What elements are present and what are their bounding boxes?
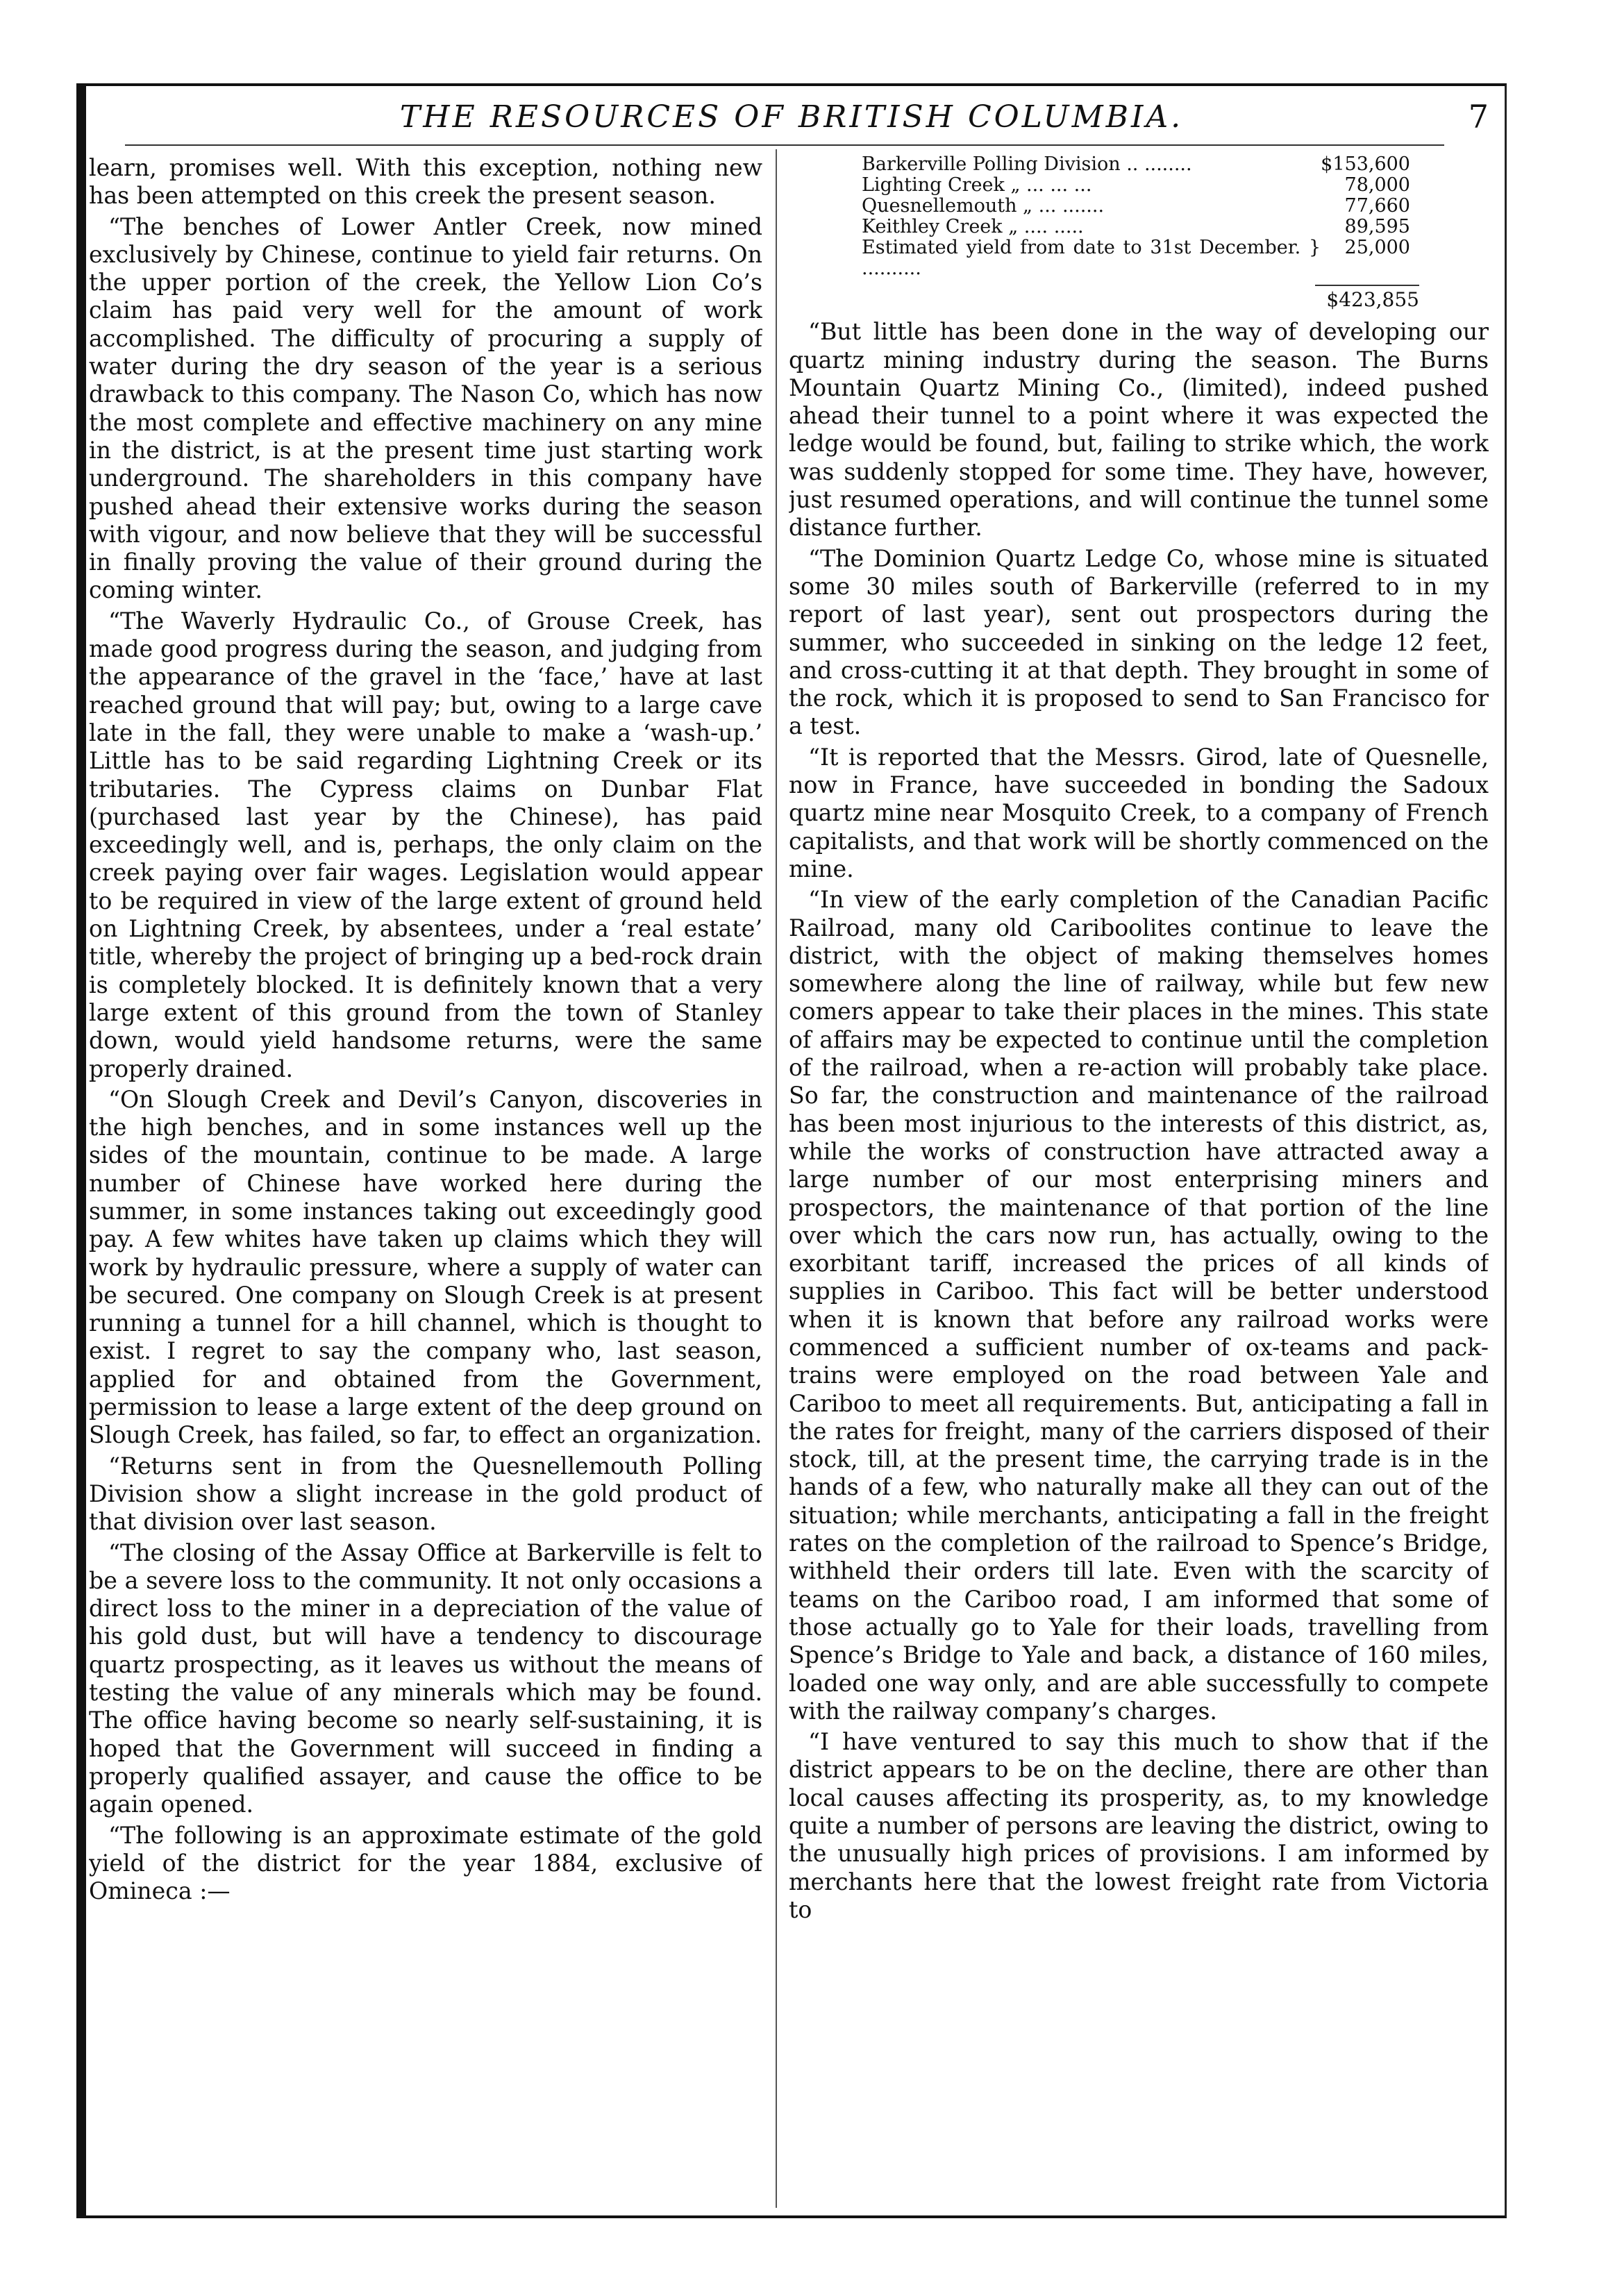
yield-amount: 25,000: [1344, 237, 1410, 258]
yield-label: Barkerville Polling Division .. ........: [862, 154, 1192, 175]
right-column: [789, 154, 1489, 2202]
header-rule: [125, 144, 1444, 146]
right-paragraph-3: “It is reported that the Messrs. Girod, late of Quesnelle, now in France, have succeeded in bonding the Sadoux quartz mine near Mosquito Creek, to a company of French capitalists, and that work will be shortly commenced on the mine.: [789, 743, 1489, 882]
left-column: [89, 154, 762, 2202]
yield-amount: 89,595: [1344, 216, 1410, 237]
running-title: THE RESOURCES OF BRITISH COLUMBIA.: [399, 99, 1184, 135]
table-row: [862, 237, 1410, 279]
left-paragraph-2: “The benches of Lower Antler Creek, now mined exclusively by Chinese, continue to yield fair returns. On the upper portion of the creek, the Yellow Lion Co’s claim has paid very well for the amount of work accomplished. The difficulty of procuring a supply of water during the dry season of the year is a serious drawback to this company. The Nason Co, which has now the most complete and effective machinery on any mine in the district, is at the present time just starting work underground. The shareholders in this company have pushed ahead their extensive works during the season with vigour, and now believe that they will be successful in finally proving the value of their ground during the coming winter.: [89, 212, 762, 604]
left-paragraph-5: “Returns sent in from the Quesnellemouth Polling Division show a slight increase in the gold product of that division over last season.: [89, 1452, 762, 1536]
yield-amount: 78,000: [1344, 174, 1410, 196]
table-row: [862, 175, 1410, 196]
table-row: [862, 217, 1410, 237]
left-paragraph-3: “The Waverly Hydraulic Co., of Grouse Creek, has made good progress during the season, and judging from the appearance of the gravel in the ‘face,’ have at last reached ground that will pay; but, owing to a large cave late in the fall, they were unable to make a ‘wash-up.’ Little has to be said regarding Lightning Creek or its tributaries. The Cypress claims on Dunbar Flat (purchased last year by the Chinese), has paid exceedingly well, and is, perhaps, the only claim on the creek paying over fair wages. Legislation would appear to be required in view of the large extent of ground held on Lightning Creek, by absentees, under a ‘real estate’ title, whereby the project of bringing up a bed-rock drain is completely blocked. It is definitely known that a very large extent of this ground from the town of Stanley down, would yield handsome returns, were the same properly drained.: [89, 607, 762, 1082]
yield-label: Estimated yield from date to 31st December. } ..........: [862, 237, 1321, 279]
page-header: [76, 87, 1507, 149]
page-number: 7: [1468, 98, 1489, 135]
gold-yield-table: [862, 154, 1410, 279]
right-paragraph-1: “But little has been done in the way of developing our quartz mining industry during the season. The Burns Mountain Quartz Mining Co., (limited), indeed pushed ahead their tunnel to a point where it was expected the ledge would be found, but, failing to strike which, the work was suddenly stopped for some time. They have, however, just resumed operations, and will continue the tunnel some distance further.: [789, 318, 1489, 542]
left-paragraph-1: learn, promises well. With this exception, nothing new has been attempted on this creek the present season.: [89, 154, 762, 210]
left-paragraph-7: “The following is an approximate estimate of the gold yield of the district for the year 1884, exclusive of Omineca :—: [89, 1821, 762, 1905]
right-paragraph-2: “The Dominion Quartz Ledge Co, whose mine is situated some 30 miles south of Barkerville (referred to in my report of last year), sent out prospectors during the summer, who succeeded in sinking on the ledge 12 feet, and cross-cutting it at that depth. They brought in some of the rock, which it is proposed to send to San Francisco for a test.: [789, 544, 1489, 740]
column-divider: [776, 149, 777, 2208]
left-paragraph-4: “On Slough Creek and Devil’s Canyon, discoveries in the high benches, and in some instances well up the sides of the mountain, continue to be made. A large number of Chinese have worked here during the summer, in some instances taking out exceedingly good pay. A few whites have taken up claims which they will work by hydraulic pressure, where a supply of water can be secured. One company on Slough Creek is at present running a tunnel for a hill channel, which is thought to exist. I regret to say the company who, last season, applied for and obtained from the Government, permission to lease a large extent of the deep ground on Slough Creek, has failed, so far, to effect an organization.: [89, 1085, 762, 1449]
right-paragraph-4: “In view of the early completion of the Canadian Pacific Railroad, many old Cariboolites continue to leave the district, with the object of making themselves homes somewhere along the line of railway, while but few new comers appear to take their places in the mines. This state of affairs may be expected to continue until the completion of the railroad, when a re-action will probably take place. So far, the construction and maintenance of the railroad has been most injurious to the interests of this district, as, while the works of construction have attracted away a large number of our most enterprising miners and prospectors, the maintenance of that portion of the line over which the cars now run, has actually, owing to the exorbitant tariff, increased the prices of all kinds of supplies in Cariboo. This fact will be better understood when it is known that before any railroad works were commenced a sufficient number of ox-teams and pack-trains were employed on the road between Yale and Cariboo to meet all requirements. But, anticipating a fall in the rates for freight, many of the carriers disposed of their stock, till, at the present time, the carrying trade is in the hands of a few, who naturally make all they can out of the situation; while merchants, anticipating a fall in the freight rates on the completion of the railroad to Spence’s Bridge, withheld their orders till late. Even with the scarcity of teams on the Cariboo road, I am informed that some of those actually go to Yale for their loads, travelling from Spence’s Bridge to Yale and back, a distance of 160 miles, loaded one way only, and are able successfully to compete with the railway company’s charges.: [789, 886, 1489, 1725]
table-row: [862, 196, 1410, 217]
right-paragraph-5: “I have ventured to say this much to show that if the district appears to be on the decline, there are other than local causes affecting its prosperity, as, to my knowledge quite a number of persons are leaving the district, owing to the unusually high prices of provisions. I am informed by merchants here that the lowest freight rate from Victoria to: [789, 1728, 1489, 1923]
yield-total: $423,855: [1315, 285, 1419, 314]
yield-amount: $153,600: [1321, 154, 1410, 175]
yield-label: Keithley Creek „ .... .....: [862, 216, 1084, 237]
left-paragraph-6: “The closing of the Assay Office at Barkerville is felt to be a severe loss to the community. It not only occasions a direct loss to the miner in a depreciation of the value of his gold dust, but will have a tendency to discourage quartz prospecting, as it leaves us without the means of testing the value of any minerals which may be found. The office having become so nearly self-sustaining, it is hoped that the Government will succeed in finding a properly qualified assayer, and cause the office to be again opened.: [89, 1539, 762, 1818]
yield-amount: 77,660: [1344, 195, 1410, 217]
yield-label: Lighting Creek „ ... ... ...: [862, 174, 1092, 196]
table-row: [862, 154, 1410, 175]
yield-label: Quesnellemouth „ ... .......: [862, 195, 1105, 217]
